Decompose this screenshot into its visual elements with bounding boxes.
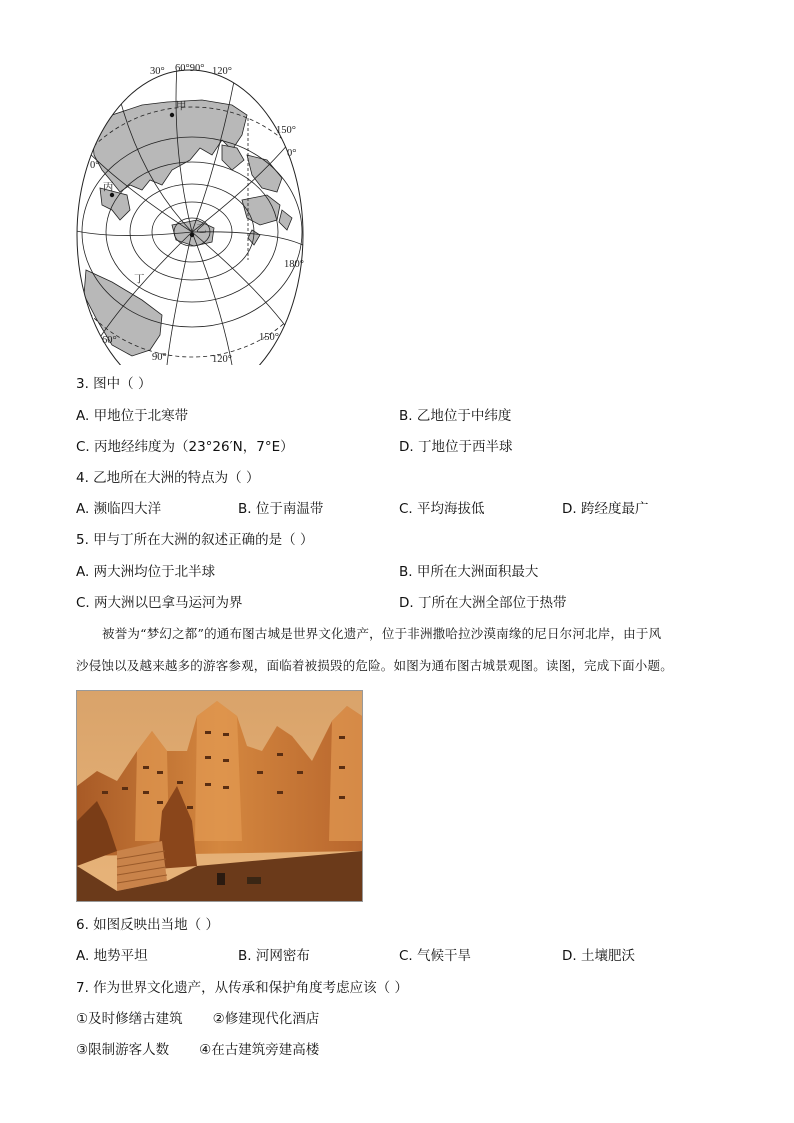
lon-label-120-top: 120° — [212, 66, 232, 77]
lon-label-0-left: 0° — [90, 160, 100, 171]
q6-option-d[interactable]: D. 土壤肥沃 — [562, 948, 635, 964]
mud-mosque-illustration — [77, 691, 362, 901]
q6-option-c[interactable]: C. 气候干旱 — [399, 948, 472, 964]
q5-option-c[interactable]: C. 两大洲以巴拿马运河为界 — [76, 595, 243, 611]
lon-label-180: 180° — [284, 259, 304, 270]
q4-option-c[interactable]: C. 平均海拔低 — [399, 501, 485, 517]
lon-label-60-bottom: 60° — [102, 335, 117, 346]
q5-stem: 5. 甲与丁所在大洲的叙述正确的是（ ） — [76, 532, 314, 548]
q5-option-d[interactable]: D. 丁所在大洲全部位于热带 — [399, 595, 567, 611]
q5-option-b[interactable]: B. 甲所在大洲面积最大 — [399, 564, 539, 580]
lon-label-60-90: 60°90° — [175, 63, 205, 74]
q4-option-b[interactable]: B. 位于南温带 — [238, 501, 324, 517]
q4-stem: 4. 乙地所在大洲的特点为（ ） — [76, 470, 260, 486]
q6-option-b[interactable]: B. 河网密布 — [238, 948, 310, 964]
lon-label-120-bottom: 120° — [212, 354, 232, 365]
timbuktu-photo — [76, 690, 363, 902]
lon-label-30: 30° — [150, 66, 165, 77]
q4-option-a[interactable]: A. 濒临四大洋 — [76, 501, 162, 517]
q7-stem: 7. 作为世界文化遗产，从传承和保护角度考虑应该（ ） — [76, 980, 408, 996]
q5-option-a[interactable]: A. 两大洲均位于北半球 — [76, 564, 216, 580]
polar-map-figure — [72, 60, 312, 365]
lon-label-0-right: 0° — [287, 148, 297, 159]
q3-option-b[interactable]: B. 乙地位于中纬度 — [399, 408, 512, 424]
q4-option-d[interactable]: D. 跨经度最广 — [562, 501, 649, 517]
passage-line-1: 被誉为“梦幻之都”的通布图古城是世界文化遗产，位于非洲撒哈拉沙漠南缘的尼日尔河北岸，由于风 — [102, 626, 662, 641]
passage-line-2: 沙侵蚀以及越来越多的游客参观，面临着被损毁的危险。如图为通布图古城景观图。读图，完成下面小题。 — [76, 658, 673, 673]
q3-option-c[interactable]: C. 丙地经纬度为（23°26′N，7°E） — [76, 439, 294, 455]
point-label-bing: 丙 — [103, 182, 114, 193]
q7-items-line-2: ③限制游客人数 ④在古建筑旁建高楼 — [76, 1042, 320, 1058]
point-label-jia: 甲 — [176, 101, 187, 112]
q6-stem: 6. 如图反映出当地（ ） — [76, 917, 219, 933]
lon-label-150-right: 150° — [276, 125, 296, 136]
q7-items-line-1: ①及时修缮古建筑 ②修建现代化酒店 — [76, 1011, 320, 1027]
polar-projection-map — [72, 60, 312, 365]
q3-option-a[interactable]: A. 甲地位于北寒带 — [76, 408, 189, 424]
q3-option-d[interactable]: D. 丁地位于西半球 — [399, 439, 513, 455]
lon-label-90-bottom: 90° — [152, 352, 167, 363]
q6-option-a[interactable]: A. 地势平坦 — [76, 948, 148, 964]
q3-stem: 3. 图中（ ） — [76, 376, 152, 392]
point-label-ding: 丁 — [134, 274, 145, 285]
lon-label-150-bottom: 150° — [259, 332, 279, 343]
point-label-yi: 乙 — [196, 224, 207, 235]
